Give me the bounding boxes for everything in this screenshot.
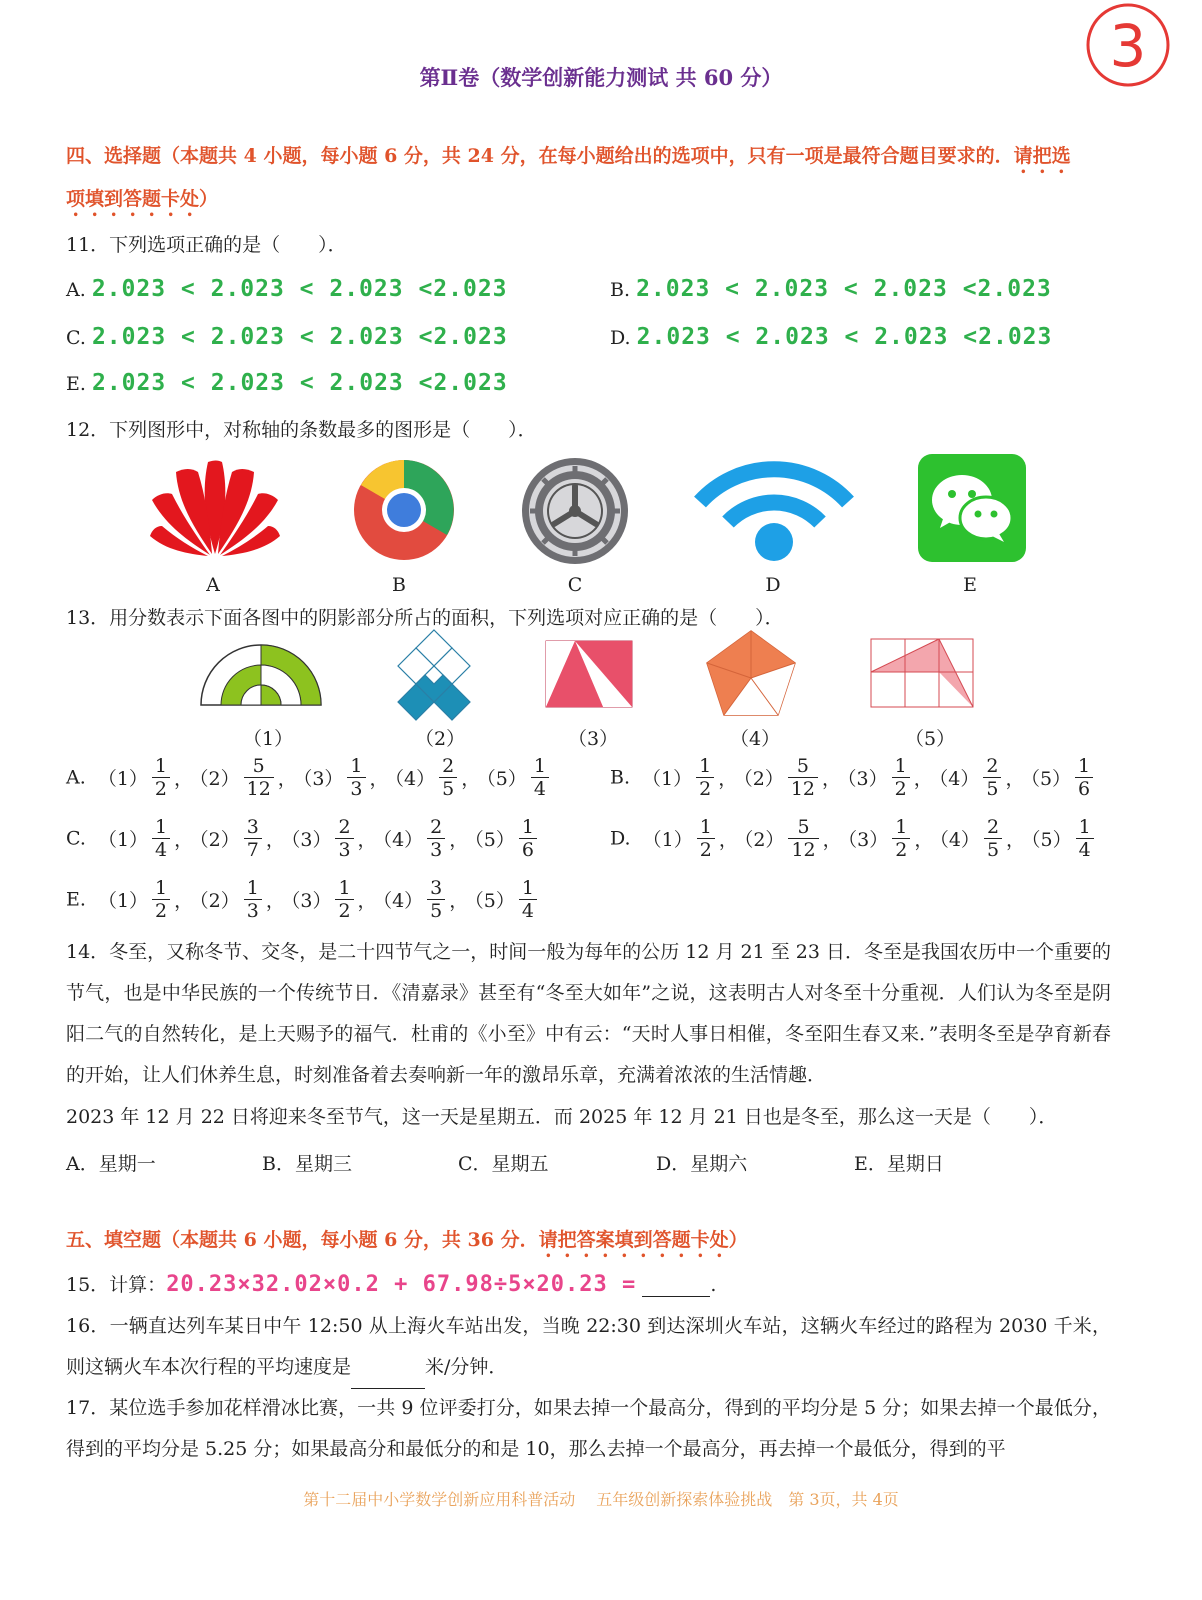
q16 <box>66 1306 1111 1389</box>
separator: ， <box>914 829 934 851</box>
fraction-denominator: 4 <box>155 839 168 861</box>
q14-option-d[interactable]: D．星期六 <box>656 1153 748 1175</box>
fraction <box>696 755 714 800</box>
fraction-numerator: 2 <box>335 816 353 839</box>
q13-option-e[interactable] <box>66 877 541 922</box>
q11-option-d-label: D. <box>610 327 631 349</box>
section-5-close: ） <box>728 1229 748 1251</box>
q13-fig-label-4: （4） <box>730 728 781 750</box>
fraction <box>892 816 910 861</box>
fraction <box>892 755 910 800</box>
q11-option-e-text: 2.023 < 2.023 < 2.023 <2.023 <box>91 370 508 396</box>
fraction <box>788 816 818 861</box>
section-4-heading <box>66 135 1126 221</box>
q17: 17．某位选手参加花样滑冰比赛，一共 9 位评委打分，如果去掉一个最高分，得到的平均分是 5 分；如果去掉一个最低分，得到的平均分是 5.25 分；如果最高分和最低分的和是 10，那么去掉一个最高分，再去掉一个最低分，得到的平 <box>66 1397 1111 1460</box>
fraction-numerator: 2 <box>427 816 445 839</box>
separator: ， <box>1005 768 1025 790</box>
separator: ， <box>357 890 377 912</box>
fraction <box>984 816 1002 861</box>
q15 <box>66 1270 716 1297</box>
q15-prefix: 15．计算： <box>66 1274 167 1296</box>
section-4-heading-text: 四、选择题（本题共 4 小题，每小题 6 分，共 24 分，在每小题给出的选项中，只有一项是最符合题目要求的． <box>66 145 1014 167</box>
fraction-denominator: 2 <box>895 839 908 861</box>
page-footer: 第十二届中小学数学创新应用科普活动 五年级创新探索体验挑战 第 3页，共 4页 <box>303 1490 899 1509</box>
q13-part-label: （1） <box>97 768 148 790</box>
q13-part-label: （1） <box>642 768 693 790</box>
fraction-numerator: 1 <box>347 755 365 778</box>
section-5-heading <box>66 1219 748 1262</box>
fraction <box>152 816 170 861</box>
separator: ， <box>174 768 194 790</box>
separator: ， <box>357 829 377 851</box>
q13-part-label: （2） <box>199 768 240 790</box>
fraction-numerator: 1 <box>696 755 714 778</box>
section-4-emphasis-2: 项填到答题卡处 <box>66 188 200 210</box>
q13-fig-label-5: （5） <box>905 728 956 750</box>
q13-option-label: D. <box>610 827 637 850</box>
settings-gear-icon[interactable] <box>520 456 630 566</box>
q13-fig-label-3: （3） <box>568 728 619 750</box>
section-5-heading-text: 五、填空题（本题共 6 小题，每小题 6 分，共 36 分． <box>66 1229 539 1251</box>
q13-figure-3 <box>545 640 633 708</box>
fraction-denominator: 5 <box>986 778 999 800</box>
fraction <box>439 755 457 800</box>
fraction-numerator: 3 <box>427 877 445 900</box>
q16-text: 16．一辆直达列车某日中午 12:50 从上海火车站出发，当晚 22:30 到达深圳火车站，这辆火车经过的路程为 2030 千米，则这辆火车本次行程的平均速度是 <box>66 1315 1111 1378</box>
separator: ， <box>1006 829 1026 851</box>
q13-option-label: C. <box>66 827 92 850</box>
fraction <box>427 816 445 861</box>
q11-option-b-text: 2.023 < 2.023 < 2.023 <2.023 <box>636 276 1052 302</box>
q13-part-label: （4） <box>382 829 424 851</box>
fraction <box>152 755 170 800</box>
fraction-denominator: 6 <box>1078 778 1091 800</box>
fraction-numerator: 1 <box>335 877 353 900</box>
q13-part-label: （5） <box>474 890 515 912</box>
fraction <box>152 877 170 922</box>
q14-option-e[interactable]: E．星期日 <box>854 1153 944 1175</box>
fraction-numerator: 5 <box>788 755 818 778</box>
fraction <box>788 755 818 800</box>
separator: ， <box>449 890 469 912</box>
fraction <box>347 755 365 800</box>
q13-figure-2 <box>396 628 472 722</box>
fraction <box>335 877 353 922</box>
fraction <box>1075 755 1093 800</box>
separator: ， <box>822 829 842 851</box>
q13-figure-1 <box>198 640 324 708</box>
fraction-numerator: 5 <box>788 816 818 839</box>
fraction-numerator: 2 <box>439 755 457 778</box>
fraction <box>519 877 537 922</box>
q11-option-e[interactable] <box>66 370 508 396</box>
q15-answer-blank[interactable] <box>642 1274 710 1297</box>
q13-part-label: （3） <box>290 890 332 912</box>
fraction-numerator: 1 <box>1076 816 1094 839</box>
fraction-numerator: 3 <box>244 816 262 839</box>
chrome-logo-icon[interactable] <box>352 458 456 562</box>
q13-option-d[interactable] <box>610 816 1098 861</box>
fraction-numerator: 1 <box>892 816 910 839</box>
fraction-denominator: 2 <box>894 778 907 800</box>
fraction-denominator: 5 <box>430 900 443 922</box>
fraction <box>983 755 1001 800</box>
separator: ， <box>369 768 389 790</box>
fraction <box>244 816 262 861</box>
q14-option-b[interactable]: B．星期三 <box>262 1153 352 1175</box>
q13-part-label: （2） <box>743 829 785 851</box>
fraction-numerator: 1 <box>531 755 549 778</box>
fraction <box>519 816 537 861</box>
section-4-emphasis: 请把选 <box>1013 145 1071 167</box>
q13-part-label: （1） <box>97 890 149 912</box>
wifi-icon[interactable] <box>690 452 858 564</box>
separator: ， <box>174 890 194 912</box>
fraction-denominator: 12 <box>790 778 816 800</box>
q13-option-a[interactable] <box>66 755 553 800</box>
q12-stem: 12．下列图形中，对称轴的条数最多的图形是（ ）． <box>66 419 537 441</box>
fraction-numerator: 1 <box>152 877 170 900</box>
huawei-logo-icon[interactable] <box>148 458 282 558</box>
q13-figure-5 <box>870 638 976 710</box>
fraction-denominator: 3 <box>338 839 351 861</box>
q13-part-label: （4） <box>938 768 980 790</box>
q13-option-label: B. <box>610 766 637 789</box>
q13-part-label: （3） <box>847 829 889 851</box>
fraction <box>244 877 262 922</box>
q11-option-a[interactable] <box>66 276 508 302</box>
q12-label-a: A <box>206 574 220 596</box>
fraction-numerator: 5 <box>244 755 274 778</box>
fraction <box>335 816 353 861</box>
q13-option-label: A. <box>66 766 92 789</box>
fraction-numerator: 1 <box>519 816 537 839</box>
fraction-numerator: 1 <box>697 816 715 839</box>
fraction-numerator: 1 <box>244 877 262 900</box>
fraction-denominator: 4 <box>521 900 534 922</box>
q12-label-d: D <box>765 574 781 596</box>
q13-part-label: （3） <box>290 829 332 851</box>
q11-stem: 11．下列选项正确的是（ ）． <box>66 234 347 256</box>
q13-part-label: （4） <box>382 890 424 912</box>
q11-option-d[interactable] <box>610 324 1052 350</box>
fraction-denominator: 6 <box>521 839 534 861</box>
q15-expression: 20.23×32.02×0.2 + 67.98÷5×20.23 = <box>166 1272 637 1297</box>
q13-figure-4 <box>704 628 798 718</box>
fraction-denominator: 4 <box>1078 839 1091 861</box>
q12-label-c: C <box>567 574 583 596</box>
fraction-denominator: 2 <box>154 778 167 800</box>
q15-suffix: . <box>710 1274 717 1296</box>
q13-part-label: （5） <box>486 768 527 790</box>
separator: ， <box>174 829 194 851</box>
q12-label-e: E <box>963 574 977 596</box>
fraction-denominator: 3 <box>350 778 363 800</box>
q11-option-c-label: C. <box>66 327 86 349</box>
q13-part-label: （3） <box>847 768 888 790</box>
fraction-denominator: 12 <box>791 839 816 861</box>
separator: ， <box>449 829 469 851</box>
fraction-denominator: 5 <box>442 778 455 800</box>
q13-part-label: （1） <box>97 829 149 851</box>
fraction-numerator: 1 <box>152 816 170 839</box>
separator: ， <box>265 890 285 912</box>
q13-option-label: E. <box>66 888 92 911</box>
wechat-icon[interactable] <box>918 454 1026 562</box>
q13-part-label: （4） <box>939 829 980 851</box>
q16-unit: 米/分钟． <box>425 1356 508 1378</box>
q11-option-a-label: A. <box>66 279 86 301</box>
fraction-denominator: 3 <box>430 839 443 861</box>
fraction-denominator: 12 <box>246 778 271 800</box>
q14-question: 2023 年 12 月 22 日将迎来冬至节气，这一天是星期五．而 2025 年 12 月 21 日也是冬至，那么这一天是（ ）． <box>66 1106 1058 1128</box>
fraction-denominator: 3 <box>246 900 259 922</box>
q14-option-a[interactable]: A．星期一 <box>66 1153 156 1175</box>
q13-part-label: （5） <box>1030 768 1072 790</box>
fraction <box>1076 816 1094 861</box>
separator: ， <box>822 768 842 790</box>
fraction-numerator: 1 <box>152 755 170 778</box>
q14-passage: 14．冬至，又称冬节、交冬，是二十四节气之一，时间一般为每年的公历 12 月 21 至 23 日．冬至是我国农历中一个重要的节气，也是中华民族的一个传统节日．《清嘉录》甚至有“冬至大如年”之说，这表明古人对冬至十分重视．人们认为冬至是阴阳二气的自然转化，是上天赐予的福气．杜甫的《小至》中有云：“天时人事日相催，冬至阳生春又来．”表明冬至是孕育新春的开始，让人们休养生息，时刻准备着去奏响新一年的激昂乐章，充满着浓浓的生活情趣． <box>66 941 1111 1086</box>
separator: ， <box>277 768 297 790</box>
fraction <box>427 877 445 922</box>
fraction <box>531 755 549 800</box>
q11-option-e-label: E. <box>66 373 86 395</box>
separator: ， <box>913 768 933 790</box>
q13-fig-label-2: （2） <box>415 728 466 750</box>
separator: ， <box>461 768 481 790</box>
fraction-denominator: 5 <box>986 839 1000 861</box>
q13-option-b[interactable] <box>610 755 1097 800</box>
fraction <box>697 816 715 861</box>
fraction-numerator: 1 <box>892 755 910 778</box>
svg-text:3: 3 <box>1109 12 1147 80</box>
q13-part-label: （2） <box>743 768 784 790</box>
fraction-denominator: 2 <box>699 839 712 861</box>
fraction-denominator: 2 <box>338 900 351 922</box>
q13-part-label: （5） <box>1031 829 1072 851</box>
section-4-close: ） <box>199 188 219 210</box>
separator: ， <box>265 829 285 851</box>
q11-option-b-label: B. <box>610 279 631 301</box>
page-title: 第Ⅱ卷（数学创新能力测试 共 60 分） <box>419 65 783 90</box>
q13-stem: 13．用分数表示下面各图中的阴影部分所占的面积，下列选项对应正确的是（ ）． <box>66 607 784 629</box>
q13-option-c[interactable] <box>66 816 541 861</box>
fraction <box>244 755 274 800</box>
q13-part-label: （2） <box>199 829 240 851</box>
q13-part-label: （1） <box>642 829 693 851</box>
fraction-denominator: 7 <box>246 839 259 861</box>
fraction-denominator: 2 <box>699 778 712 800</box>
fraction-numerator: 1 <box>1075 755 1093 778</box>
q11-option-d-text: 2.023 < 2.023 < 2.023 <2.023 <box>636 324 1053 350</box>
fraction-denominator: 2 <box>155 900 168 922</box>
q13-part-label: （4） <box>394 768 436 790</box>
q13-fig-label-1: （1） <box>243 728 294 750</box>
fraction-numerator: 2 <box>984 816 1002 839</box>
q14-option-c[interactable]: C．星期五 <box>458 1153 549 1175</box>
q11-option-a-text: 2.023 < 2.023 < 2.023 <2.023 <box>91 276 508 302</box>
q11-option-c-text: 2.023 < 2.023 < 2.023 <2.023 <box>91 324 508 350</box>
fraction-numerator: 1 <box>519 877 537 900</box>
fraction-numerator: 2 <box>983 755 1001 778</box>
q13-part-label: （2） <box>199 890 240 912</box>
separator: ， <box>718 768 738 790</box>
q13-part-label: （5） <box>474 829 515 851</box>
fraction-denominator: 4 <box>533 778 546 800</box>
q11-option-c[interactable] <box>66 324 508 350</box>
section-5-emphasis: 请把答案填到答题卡处 <box>538 1229 729 1251</box>
q13-part-label: （3） <box>302 768 344 790</box>
separator: ， <box>718 829 738 851</box>
q11-option-b[interactable] <box>610 276 1052 302</box>
q16-answer-blank[interactable] <box>351 1347 425 1389</box>
q12-label-b: B <box>392 574 406 596</box>
